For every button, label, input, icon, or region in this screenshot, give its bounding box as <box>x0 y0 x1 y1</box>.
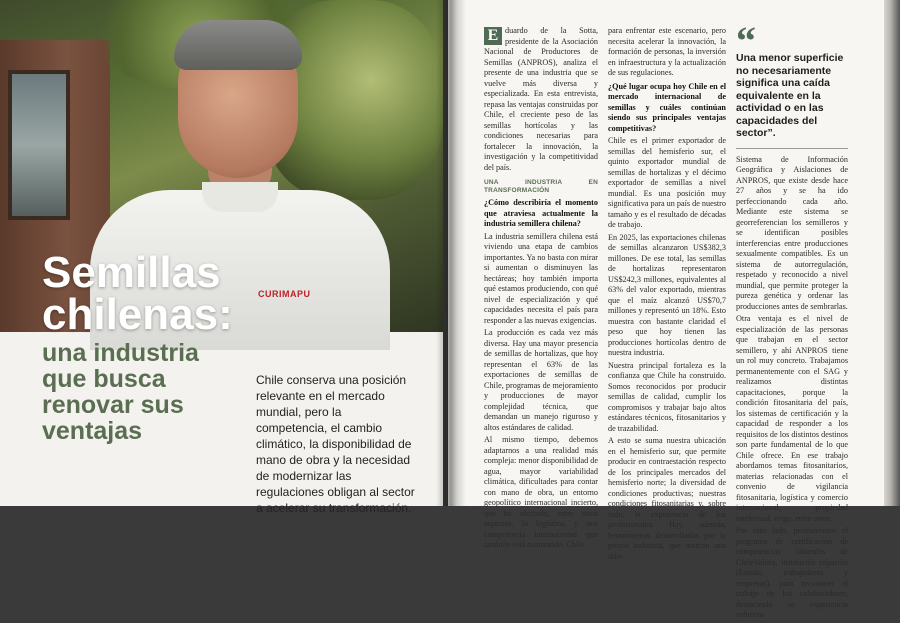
right-page <box>448 0 888 619</box>
answer-paragraph: Por otro lado, promovemos el programa de certificación de competencias laborales de ChileValora, institución tripartita (Estado, trabajadores y empresas), para reconocer el trabajo de los colaboradores, destacando su experiencia esfuerzo <box>736 526 848 619</box>
photo-window <box>8 70 70 220</box>
divider <box>736 148 848 149</box>
shirt-logo: CURIMAPU <box>258 289 311 299</box>
quote-icon: “ <box>736 18 756 63</box>
opening-text: duardo de la Sotta, presidente de la Asociación Nacional de Productores de Semillas (ANPROS), analiza el presente de una industria que se vuelve más diversa y especializada. En esta entrevista, repasa las ventajas construidas por Chile, el creciente peso de las semillas hortícolas y las condiciones necesarias para fortalecer la innovación, la investigación y la competitividad del país. <box>484 26 598 172</box>
subject-hair <box>174 20 302 70</box>
question-1: ¿Cómo describiría el momento que atraviesa actualmente la industria semillera chilena? <box>484 198 598 228</box>
answer-paragraph: En 2025, las exportaciones chilenas de semillas alcanzaron US$382,3 millones. De ese total, las semillas de hortalizas representaron US$242,3 millones, equivalentes al 63% del valor exportado, mientras que el maíz alcanzó US$70,7 millones y representó un 18%. Esto muestra con bastante claridad el peso que hoy tienen las producciones hortícolas dentro de nuestra industria. <box>608 232 726 357</box>
question-2: ¿Qué lugar ocupa hoy Chile en el mercado internacional de semillas y cuáles continúan siendo sus principales ventajas competitivas? <box>608 81 726 133</box>
pull-quote: Una menor superficie no necesariamente significa una caída equivalente en la actividad o en las capacidades del sector”. <box>736 52 844 139</box>
left-page <box>0 0 443 515</box>
page-edge <box>884 0 900 506</box>
answer-paragraph: Sistema de Información Geográfica y Aislaciones de ANPROS, que existe desde hace 27 años y se ha ido perfeccionando cada año. Mediante este sistema se georreferencian los semilleros y se identifican posibles interferencias entre producciones sexualmente compatibles. Es un sistema de autorregulación, respetado y reconocido a nivel mundial, que permite proteger la pureza genética y ordenar las producciones antes de sembrarlas. <box>736 154 848 311</box>
article-subtitle: una industria que busca renovar sus ventajas <box>42 339 199 445</box>
answer-paragraph: A esto se suma nuestra ubicación en el hemisferio sur, que permite producir en contraestación respecto de los principales mercados del hemisferio norte; la diversidad de condiciones productivas; nuestras condiciones fitosanitarias y, sobre todo, la experiencia de los profesionales. Hay, además, herramientas desarrolladas por la propia industria, que marcan una dife- <box>608 436 726 561</box>
answer-paragraph: Otra ventaja es el nivel de especialización de las personas que trabajan en el sector semillero, y ahí ANPROS tiene un rol muy concreto. Trabajamos permanentemente con el SAG y realizamos distintas capacitaciones, porque la condición fitosanitaria del país, los sistemas de certificación y la capacidad de responder a los requisitos de los distintos destinos son parte fundamental de lo que Chile ofrece. En ese trabajo abordamos temas fitosanitarios, materias relacionadas con el convenio de vigilancia fitosanitaria, logística y comercio internacional, propiedad intelectual, riego, entre otros. <box>736 314 848 523</box>
opening-paragraph <box>484 26 598 173</box>
answer-paragraph: La industria semillera chilena está viviendo una etapa de cambios importantes. Ya no basta con mirar si aumentan o disminuyen las hectáreas; hoy también importa qué estamos produciendo, con qué nivel de especialización y qué capacidades necesita el país para responder a las nuevas exigencias. <box>484 231 598 325</box>
answer-paragraph: Chile es el primer exportador de semillas del hemisferio sur, el quinto exportador mundial de semillas de hortalizas y el décimo exportador de semillas a nivel mundial. Es una posición muy significativa para un país de nuestro tamaño y es el resultado de décadas de trabajo. <box>608 136 726 229</box>
answer-paragraph: La producción es cada vez más diversa. Hay una mayor presencia de semillas de hortalizas, que hoy representan el 63% de las exportaciones de semillas de Chile, programas de mejoramiento y producciones de mayor complejidad técnica, que demandan un manejo riguroso y altos estándares de calidad. <box>484 328 598 432</box>
page-gutter <box>436 0 466 506</box>
article-intro: Chile conserva una posición relevante en el mercado mundial, pero la competencia, el cambio climático, la disponibilidad de mano de obra y la necesidad de modernizar las regulaciones obligan al sector a acelerar su transformación. <box>256 373 415 515</box>
answer-paragraph: Al mismo tiempo, debemos adaptarnos a una realidad más compleja: menor disponibilidad de agua, mayor variabilidad climática, dificultades para contar con mano de obra, un entorno geopolítico internacional incierto, que ha afectado, entre otros aspectos, la logística, y una competencia internacional que también está avanzando. Chile <box>484 435 598 549</box>
subject-collar <box>202 182 278 212</box>
drop-cap: E <box>484 27 502 45</box>
answer-paragraph: para enfrentar este escenario, pero necesita acelerar la innovación, la formación de personas, la inversión en infraestructura y la actualización de sus regulaciones. <box>608 26 726 77</box>
section-heading: UNA INDUSTRIA EN TRANSFORMACIÓN <box>484 179 598 194</box>
text-column-3 <box>736 18 848 623</box>
answer-paragraph: Nuestra principal fortaleza es la confianza que Chile ha construido. Somos reconocidos por producir semillas de calidad, cumplir los compromisos y trabajar bajo altos estándares técnicos, fitosanitarios y de trazabilidad. <box>608 360 726 433</box>
text-column-2 <box>608 26 726 564</box>
text-column-1 <box>484 26 598 553</box>
article-title: Semillas chilenas: <box>42 248 233 339</box>
